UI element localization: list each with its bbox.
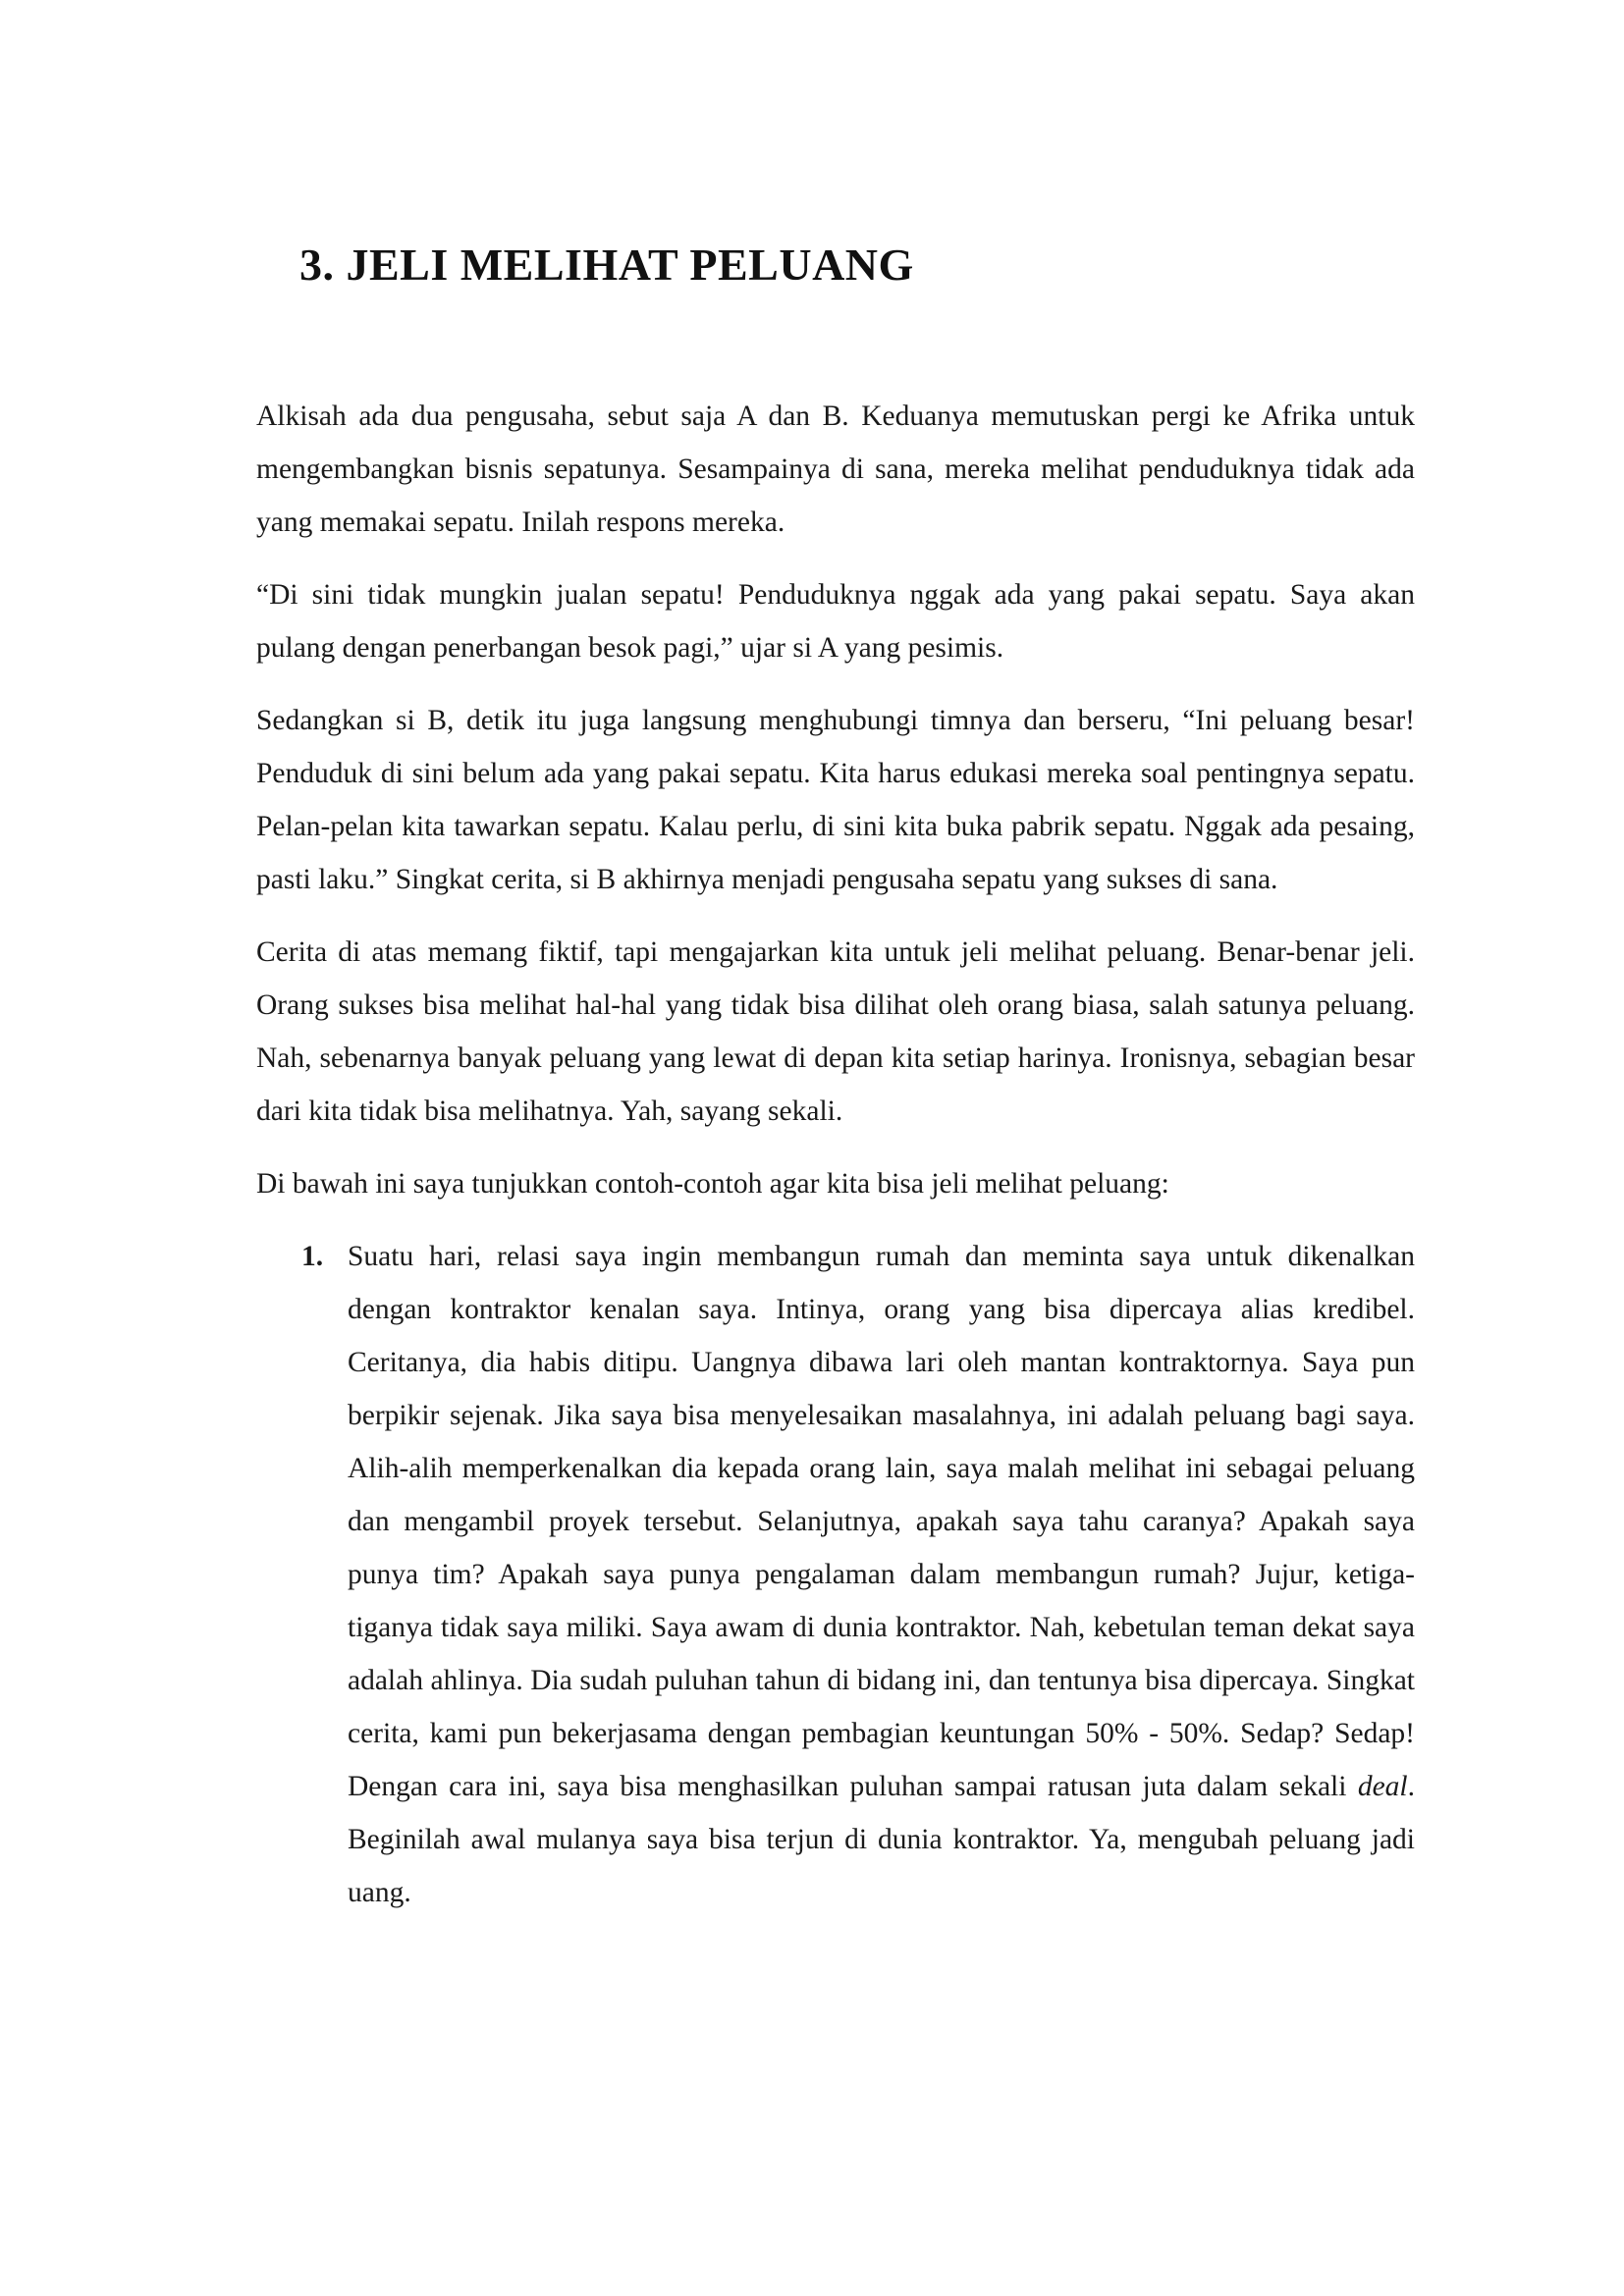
paragraph-quote-a: “Di sini tidak mungkin jualan sepatu! Penduduknya nggak ada yang pakai sepatu. Saya akan pulang dengan penerbangan besok pagi,” ujar si A yang pesimis. (256, 579, 1415, 664)
list-item-number: 1. (301, 1241, 324, 1272)
list-item-text-end: . Beginilah awal mulanya saya bisa terjun di dunia kontraktor. Ya, mengubah peluang jadi uang. (348, 1771, 1415, 1908)
paragraph-lesson: Cerita di atas memang fiktif, tapi mengajarkan kita untuk jeli melihat peluang. Benar-benar jeli. Orang sukses bisa melihat hal-hal yang tidak bisa dilihat oleh orang biasa, salah satunya peluang. Nah, sebenarnya banyak peluang yang lewat di depan kita setiap harinya. Ironisnya, sebagian besar dari kita tidak bisa melihatnya. Yah, sayang sekali. (256, 936, 1415, 1127)
paragraph-intro: Alkisah ada dua pengusaha, sebut saja A dan B. Keduanya memutuskan pergi ke Afrika untuk mengembangkan bisnis sepatunya. Sesampainya di sana, mereka melihat penduduknya tidak ada yang memakai sepatu. Inilah respons mereka. (256, 400, 1415, 538)
list-item-text: Suatu hari, relasi saya ingin membangun rumah dan meminta saya untuk dikenalkan dengan kontraktor kenalan saya. Intinya, orang yang bisa dipercaya alias kredibel. Ceritanya, dia habis ditipu. Uangnya dibawa lari oleh mantan kontraktornya. Saya pun berpikir sejenak. Jika saya bisa menyelesaikan masalahnya, ini adalah peluang bagi saya. Alih-alih memperkenalkan dia kepada orang lain, saya malah melihat ini sebagai peluang dan mengambil proyek tersebut. Selanjutnya, apakah saya tahu caranya? Apakah saya punya tim? Apakah saya punya pengalaman dalam membangun rumah? Jujur, ketiga-tiganya tidak saya miliki. Saya awam di dunia kontraktor. Nah, kebetulan teman dekat saya adalah ahlinya. Dia sudah puluhan tahun di bidang ini, dan tentunya bisa dipercaya. Singkat cerita, kami pun bekerjasama dengan pembagian keuntungan 50% - 50%. Sedap? Sedap! Dengan cara ini, saya bisa menghasilkan puluhan sampai ratusan juta dalam sekali (348, 1241, 1415, 1802)
example-list (256, 1230, 1415, 1919)
list-item (256, 1230, 1415, 1919)
list-item-italic-term: deal (1357, 1771, 1408, 1802)
body-text (256, 390, 1415, 1919)
paragraph-quote-b: Sedangkan si B, detik itu juga langsung menghubungi timnya dan berseru, “Ini peluang besar! Penduduk di sini belum ada yang pakai sepatu. Kita harus edukasi mereka soal pentingnya sepatu. Pelan-pelan kita tawarkan sepatu. Kalau perlu, di sini kita buka pabrik sepatu. Nggak ada pesaing, pasti laku.” Singkat cerita, si B akhirnya menjadi pengusaha sepatu yang sukses di sana. (256, 705, 1415, 895)
paragraph-list-intro: Di bawah ini saya tunjukkan contoh-contoh agar kita bisa jeli melihat peluang: (256, 1168, 1169, 1200)
chapter-title: 3. JELI MELIHAT PELUANG (299, 240, 914, 290)
